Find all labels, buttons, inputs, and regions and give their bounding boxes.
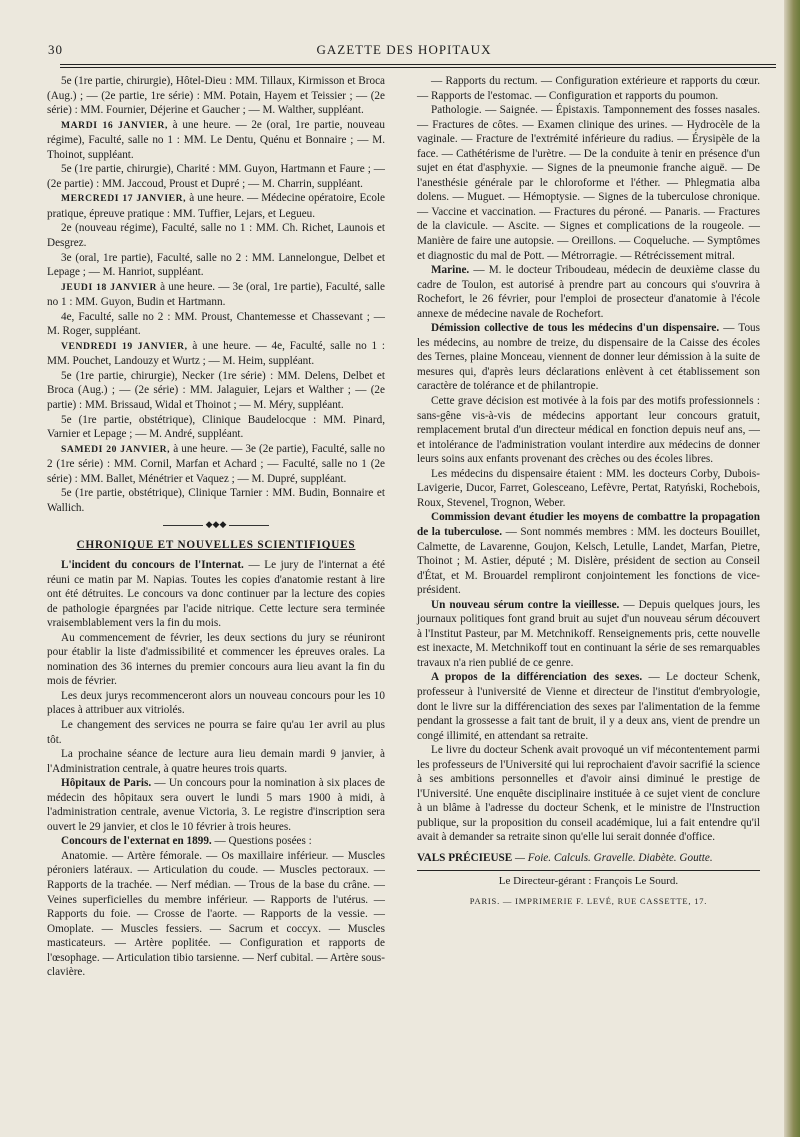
paragraph: 3e (oral, 1re partie), Faculté, salle no 2 : MM. Lannelongue, Delbet et Lepage ; — M. Hanriot, suppléant. — [47, 251, 385, 279]
article-heading: Démission collective de tous les médecins d'un dispensaire. — [431, 322, 720, 335]
date-heading: VENDREDI 19 JANVIER, — [61, 340, 188, 352]
paragraph: 2e (nouveau régime), Faculté, salle no 1 : MM. Ch. Richet, Launois et Desgrez. — [47, 222, 385, 250]
paragraph: Concours de l'externat en 1899. — Questions posées : — [61, 835, 312, 848]
advertisement: VALS PRÉCIEUSE — Foie. Calculs. Gravelle. Diabète. Goutte. — [417, 851, 713, 864]
paragraph: Au commencement de février, les deux sections du jury se réuniront pour établir la liste d'admissibilité et commencer les épreuves orales. La nomination des 36 internes du premier concours aura lieu avant la fin du mois de février. — [47, 631, 385, 688]
paragraph: MARDI 16 JANVIER, à une heure. — 2e (oral, 1re partie, nouveau régime), Faculté, salle no 1 : MM. Le Dentu, Quénu et Bonnaire ; — M. Thoinot, suppléant. — [47, 118, 385, 161]
paragraph: Les deux jurys recommenceront alors un nouveau concours pour les 10 places à attribuer aux vitriolés. — [47, 689, 385, 717]
article-heading: Concours de l'externat en 1899. — [61, 835, 212, 848]
article-heading: Un nouveau sérum contre la vieillesse. — [431, 598, 620, 611]
printer-line: PARIS. — IMPRIMERIE F. LEVÉ, RUE CASSETTE, 17. — [469, 896, 708, 907]
paragraph: Cette grave décision est motivée à la fois par des motifs professionnels : sans-gêne vis-à-vis de médecins apportant leur concours gratuit, remplacement brutal d'un directeur médical en fonction depuis neuf ans, — et intolérance de l'administration voulant interdire aux médecins de donner leurs soins aux enfants provenant des crèches ou des écoles libres. — [417, 395, 760, 466]
footer-rule — [417, 870, 760, 871]
date-heading: JEUDI 18 JANVIER — [61, 281, 158, 293]
date-heading: MARDI 16 JANVIER, — [61, 119, 168, 131]
header-rule-2 — [60, 67, 776, 68]
paragraph: Pathologie. — Saignée. — Épistaxis. Tamponnement des fosses nasales. — Fractures de côtes. — Examen clinique des urines. — Hydrocèle de la vaginale. — Fracture de l'extrémité inférieure du radius. — Érysipèle de la face. — Cathétérisme de l'urètre. — De la conduite à tenir en présence d'un sujet en état d'asphyxie. — Signes de la pneumonie franche aiguë. — De l'anesthésie générale par le chloroforme et l'éther. — Phlegmatia alba dolens. — Muguet. — Hémoptysie. — Signes de la tuberculose chronique. — Vaccine et vaccination. — Fractures du péroné. — Panaris. — Fractures de la clavicule. — Ascite. — Signes et complications de la rougeole. — Manière de faire une autopsie. — Oreillons. — Coqueluche. — Symptômes et diagnostic du mal de Pott. — Métrorragie. — Rétrécissement mitral. — [417, 104, 760, 262]
paragraph: 5e (1re partie, chirurgie), Necker (1re série) : MM. Delens, Delbet et Broca (Aug.) ; — (2e série) : MM. Jalaguier, Lejars et Walther ; — (2e partie) : MM. Brissaud, Widal et Thoinot ; — M. Méry, suppléant. — [47, 369, 385, 412]
paragraph: VENDREDI 19 JANVIER, à une heure. — 4e, Faculté, salle no 1 : MM. Pouchet, Landouzy et Wurtz ; — M. Heim, suppléant. — [47, 339, 385, 368]
paragraph: — Rapports du rectum. — Configuration extérieure et rapports du cœur. — Rapports de l'estomac. — Configuration et rapports du poumon. — [417, 75, 760, 102]
paragraph: Anatomie. — Artère fémorale. — Os maxillaire inférieur. — Muscles péroniers latéraux. — Articulation du coude. — Muscles pectoraux. — Rapports de la trachée. — Nerf médian. — Trous de la base du crâne. — Veines superficielles du membre inférieur. — Rapports de l'utérus. — Rapports du foie. — Crosse de l'aorte. — Rapports de la vessie. — Omoplate. — Muscles fessiers. — Sacrum et coccyx. — Muscles masticateurs. — Artère poplitée. — Configuration et rapports de l'œsophage. — Articulation tibio tarsienne. — Nerf cubital. — Artère sous-clavière. — [47, 849, 385, 979]
paragraph: La prochaine séance de lecture aura lieu demain mardi 9 janvier, à l'Administration centrale, à quatre heures trois quarts. — [47, 748, 385, 775]
paragraph: 5e (1re partie, chirurgie), Charité : MM. Guyon, Hartmann et Faure ; — (2e partie) : MM. Jaccoud, Proust et Dupré ; — M. Charrin, suppléant. — [47, 163, 385, 190]
article-heading: A propos de la différenciation des sexes. — [431, 671, 643, 684]
paragraph: Hôpitaux de Paris. — Un concours pour la nomination à six places de médecin des hôpitaux sera ouvert le lundi 5 mars 1900 à midi, à l'administration centrale, avenue Victoria, 3. Le registre d'inscription sera ouvert le 29 janvier, et clos le 10 février à trois heures. — [47, 777, 385, 833]
paragraph: Marine. — M. le docteur Triboudeau, médecin de deuxième classe du cadre de Toulon, est autorisé à prendre part au concours qui s'ouvrira à Rochefort, le 26 février, pour l'emploi de prosecteur d'anatomie à l'école annexe de médecine navale de Rochefort. — [417, 264, 760, 320]
page-number: 30 — [48, 42, 63, 57]
paragraph: Un nouveau sérum contre la vieillesse. — Depuis quelques jours, les journaux politiques font grand bruit au sujet d'un nouveau sérum découvert à l'Institut Pasteur, par M. Metchnikoff. Renseignements pris, cette nouvelle est inexacte, M. Metchnikoff tout en continuant la série de ses remarquables travaux n'a rien publié de ce genre. — [417, 598, 760, 669]
article-heading: Commission devant étudier les moyens de combattre la propagation de la tuberculose. — [417, 511, 760, 538]
section-title: CHRONIQUE ET NOUVELLES SCIENTIFIQUES — [76, 539, 356, 552]
ad-heading: VALS PRÉCIEUSE — [417, 851, 513, 864]
article-heading: Hôpitaux de Paris. — [61, 777, 152, 790]
article-heading: Marine. — [431, 264, 470, 277]
paragraph: SAMEDI 20 JANVIER, à une heure. — 3e (2e partie), Faculté, salle no 2 (1re série) : MM. Cornil, Marfan et Achard ; — Faculté, salle no 1 (2e série) : MM. Ballet, Ménétrier et Vaquez ; — M. Dupré, suppléant. — [47, 442, 385, 485]
paragraph: 5e (1re partie, chirurgie), Hôtel-Dieu : MM. Tillaux, Kirmisson et Broca (Aug.) ; — (2e partie, 1re série) : MM. Potain, Hayem et Teissier ; — (2e série) : MM. Fournier, Déjerine et Gaucher ; — M. Walther, suppléant. — [47, 75, 385, 117]
paragraph: L'incident du concours de l'Internat. — Le jury de l'internat a été réuni ce matin par M. Napias. Toutes les copies d'anatomie restant à lire ont été détruites. Le concours va donc continuer par la lecture des copies de pathologie épargnées par l'acide nitrique. Cette lecture sera terminée vraisemblablement vers la fin du mois. — [47, 558, 385, 630]
date-heading: MERCREDI 17 JANVIER, — [61, 193, 187, 205]
paragraph: JEUDI 18 JANVIER à une heure. — 3e (oral, 1re partie), Faculté, salle no 1 : MM. Guyon, Budin et Hartmann. — [47, 280, 385, 309]
right-column — [417, 74, 760, 909]
paragraph: Les médecins du dispensaire étaient : MM. les docteurs Corby, Dubois-Lavigerie, Ducor, Farret, Golesceano, Lefèvre, Pertat, Ratyński, Rochebois, Roux, Stevenel, Trognon, Weber. — [417, 467, 760, 509]
paragraph: Démission collective de tous les médecins d'un dispensaire. — Tous les médecins, au nombre de treize, du dispensaire de la Caisse des écoles des Ternes, plaine Monceau, viennent de donner leur démission à la suite de mesures qui, d'après leurs déclarations enlèvent à cet établissement son caractère de tolérance et de philantropie. — [417, 322, 760, 393]
paragraph: Le changement des services ne pourra se faire qu'au 1er avril au plus tôt. — [47, 718, 385, 746]
section-ornament: ◆◆◆ — [47, 519, 385, 529]
paragraph: 5e (1re partie, obstétrique), Clinique Tarnier : MM. Budin, Bonnaire et Wallich. — [47, 487, 385, 514]
date-heading: SAMEDI 20 JANVIER, — [61, 443, 171, 455]
director-line: Le Directeur-gérant : François Le Sourd. — [498, 874, 679, 887]
paragraph: A propos de la différenciation des sexes. — Le docteur Schenk, professeur à l'université de Vienne et directeur de l'institut d'embryologie, dont le livre sur la différenciation des sexes par l'alimentation de la femme pendant la grossesse a fait tant de bruit, il y a deux ans, vient de prendre un congé illimité, en attendant sa retraite. — [417, 671, 761, 742]
paragraph: MERCREDI 17 JANVIER, à une heure. — Médecine opératoire, Ecole pratique, épreuve pratique : MM. Tuffier, Lejars, et Legueu. — [47, 192, 385, 220]
page-edge — [784, 0, 800, 1137]
article-heading: L'incident du concours de l'Internat. — [61, 558, 244, 571]
paragraph: 4e, Faculté, salle no 2 : MM. Proust, Chantemesse et Chassevant ; — M. Roger, suppléant. — [47, 310, 385, 338]
header-rule — [60, 64, 776, 65]
page-header — [48, 42, 760, 64]
paragraph: Le livre du docteur Schenk avait provoqué un vif mécontentement parmi les professeurs de l'Université qui lui reprochaient d'avoir sacrifié la science à ses ambitions personnelles et d'avoir ainsi diminué le prestige de l'Université. Une enquête disciplinaire instituée à ce sujet vient de conclure à un blâme à l'adresse du docteur Schenk, et le ministre de l'Instruction publique, sur la proposition du conseil académique, lui a fait entendre qu'il avait à demander sa retraite sinon qu'elle lui serait donnée d'office. — [417, 744, 760, 844]
paragraph: Commission devant étudier les moyens de combattre la propagation de la tuberculose. — Sont nommés membres : MM. les docteurs Bouillet, Calmette, de Lavarenne, Goujon, Kelsch, Letulle, Landet, Marfan, Pietre, Thoinot ; M. Astier, député ; M. Dislère, président de section au Conseil d'État, et M. Brouardel rempliront conjointement les fonctions de vice-président. — [417, 511, 760, 597]
page-title: GAZETTE DES HOPITAUX — [316, 42, 492, 57]
paragraph: 5e (1re partie, obstétrique), Clinique Baudelocque : MM. Pinard, Varnier et Lepage ; — M. André, suppléant. — [47, 413, 385, 441]
left-column — [47, 74, 385, 980]
